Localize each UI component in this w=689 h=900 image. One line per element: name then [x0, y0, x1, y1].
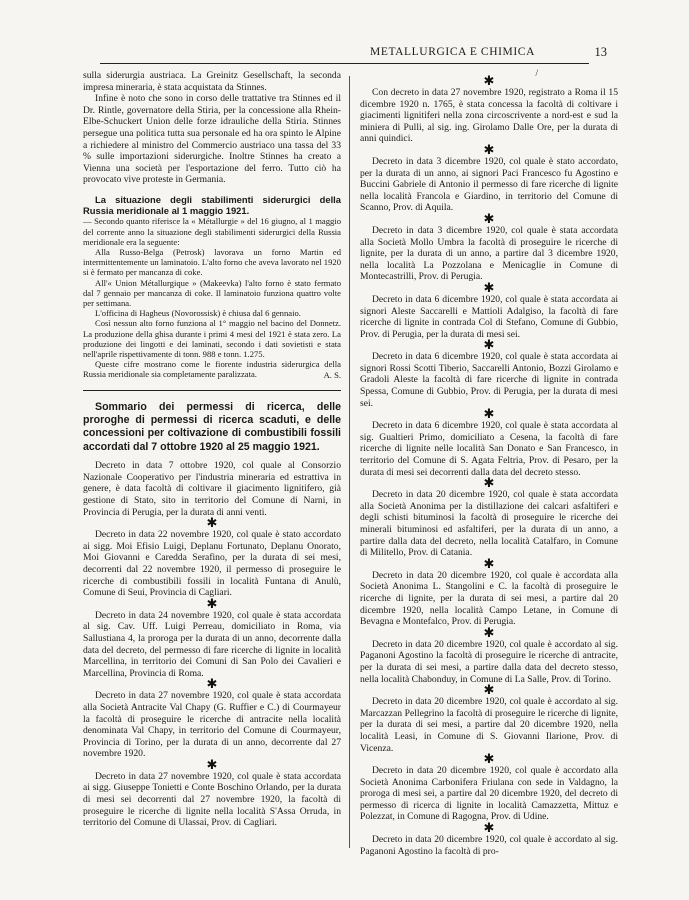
asterism-icon: ✱	[483, 338, 495, 354]
intro-paragraph-2: Infine è noto che sono in corso delle trattative tra Stinnes ed il Dr. Rintle, governatore della Stiria, per la concessione alla Rhein-Elbe-Schuckert Union delle forze idrauliche della Stiria. Stinnes persegue una politica tutta sua personale ed ha ora spinto le Alpine a richiedere al ministro del Commercio austriaco una tassa del 33 % sulle importazioni siderurgiche. Inoltre Stinnes ha creato a Vienna una società per l'esportazione del ferro. Tutto ciò ha provocato vive proteste in Germania.	[83, 93, 341, 186]
left-column	[83, 70, 341, 850]
russia-paragraph-4: L'officina di Hagheus (Novorossisk) è chiusa dal 6 gennaio.	[95, 308, 301, 319]
decree-entry: Decreto in data 27 novembre 1920, col quale è stata accordata alla Società Antracite Val Chapy (G. Ruffier e C.) di Courmayeur la facoltà di proseguire le ricerche di antracite nella località denominata Val Chapy, in territorio del Comune di Courmayeur, Provincia di Torino, per la durata di un anno, decorrente dal 27 novembre 1920.	[83, 690, 341, 760]
asterism-icon: ✱	[483, 74, 495, 89]
asterism-icon: ✱	[483, 683, 495, 699]
intro-paragraph-1: sulla siderurgia austriaca. La Greinitz Gesellschaft, la seconda impresa mineraria, è stata acquistata da Stinnes.	[83, 70, 341, 93]
asterism-icon: ✱	[483, 821, 495, 837]
decree-entry: Decreto in data 6 dicembre 1920, col quale è stata accordata ai signori Rossi Scotti Tiberio, Saccarelli Antonio, Bozzi Girolamo e Gradoli Aleste la facoltà di fare ricerche di lignite in contrada Spessa, Comune di Gubbio, Prov. di Perugia, per la durata di mesi sei.	[360, 351, 618, 409]
page-number: 13	[594, 45, 607, 59]
column-divider	[349, 76, 350, 848]
decree-entry: Decreto in data 20 dicembre 1920, col quale è accordato al sig. Marcazzan Pellegrino la facoltà di proseguire le ricerche di lignite, per la durata di sei mesi, a partire dal 20 dicembre 1920, nella località Leasi, in Comune di S. Giovanni Ilarione, Prov. di Vicenza.	[360, 696, 618, 754]
russia-paragraph-2: Alla Russo-Belga (Petrosk) lavorava un forno Martin ed intermittentemente un laminatoio. L'alto forno che aveva lavorato nel 1920 si è fermato per mancanza di coke.	[83, 246, 341, 278]
asterism-icon: ✱	[483, 211, 495, 227]
russia-paragraph-5: Così nessun alto forno funziona al 1° maggio nel bacino del Donnetz. La produzione della ghisa durante i primi 4 mesi del 1921 è stata zero. La produzione dei lingotti e dei laminati, secondo i dati sovietisti e stata nell'aprile rispettivamente di tonn. 988 e tonn. 1.275.	[83, 318, 341, 359]
decree-entry: Decreto in data 20 dicembre 1920, col quale è accordato al sig. Paganoni Agostino la facoltà di pro-	[360, 834, 618, 857]
section-rule	[83, 390, 341, 391]
decree-entry: Decreto in data 6 dicembre 1920, col quale è stata accordata al sig. Gualtieri Primo, domiciliato a Cesena, la facoltà di fare ricerche di lignite nelle località San Donato e San Francesco, in territorio del Comune di S. Agata Feltria, Prov. di Pesaro, per la durata di mesi sei decorrenti dalla data del decreto stesso.	[360, 420, 618, 478]
right-column	[360, 68, 618, 857]
decree-entry: Decreto in data 24 novembre 1920, col quale è stata accordata al sig. Cav. Uff. Luigi Perreau, domiciliato in Roma, via Sallustiana 4, la proroga per la durata di un anno, decorrente dalla data del decreto, del permesso di fare ricerche di lignite in località Marcellina, in territorio dei Comuni di San Polo dei Cavalieri e Marcellina, Provincia di Roma.	[83, 609, 341, 679]
decree-entry: Decreto in data 20 dicembre 1920, col quale è stata accordata alla Società Anonima per la distillazione dei calcari asfaltiferi e degli schisti bituminosi la facoltà di proseguire le ricerche dei minerali bituminosi ed asfaltiferi, per la durata di un anno, a partire dalla data del decreto, nella località Catalfaro, in Comune di Militello, Prov. di Catania.	[360, 489, 618, 559]
decree-entry: Decreto in data 20 dicembre 1920, col quale è accordata alla Società Anonima L. Stangolini e C. la facoltà di proseguire le ricerche di lignite, per la durata di sei mesi, a partire dal 20 dicembre 1920, nella località Campo Letane, in Comune di Bevagna e Montefalco, Prov. di Perugia.	[360, 569, 618, 628]
asterism-icon: ✱	[483, 280, 495, 296]
asterism-icon: ✱	[206, 596, 218, 612]
russia-paragraph-3: All'« Union Métallurgique » (Makeevka) l'alto forno è stato fermato dal 7 gennaio per mancanza di coke. Il laminatoio funziona quattro volte per settimana.	[83, 277, 341, 308]
russia-paragraph-1: — Secondo quanto riferisce la « Métallurgie » del 16 giugno, al 1 maggio del corrente anno la situazione degli stabilimenti siderurgici della Russia meridionale era la seguente:	[83, 216, 341, 247]
decree-entry: Decreto in data 20 dicembre 1920, col quale è accordato alla Società Anonima Carbonifera Friulana con sede in Valdagno, la proroga di mesi sei, a partire dal 20 dicembre 1920, del decreto di permesso di ricerca di lignite in località Camazzetta, Mittuz e Polezzat, in Comune di Ragogna, Prov. di Udine.	[360, 765, 618, 823]
decree-entry: Decreto in data 27 novembre 1920, col quale è stata accordata ai sigg. Giuseppe Tonietti e Conte Boschino Orlando, per la durata di mesi sei decorrenti dal 27 novembre 1920, la facoltà di proseguire le ricerche di lignite nella località S'Assa Orruda, in territorio del Comune di Ulassai, Prov. di Cagliari.	[83, 770, 341, 829]
decree-entry: Decreto in data 7 ottobre 1920, col quale al Consorzio Nazionale Cooperativo per l'industria mineraria ed estrattiva in genere, è data facoltà di coltivare il giacimento lignitifero, già gestione di Stato, sito in territorio del Comune di Narni, in Provincia di Perugia, per la durata di anni venti.	[83, 460, 341, 518]
russia-heading: La situazione degli stabilimenti siderurgici della Russia meridionale al 1 maggio 1921.	[83, 193, 341, 217]
asterism-icon: ✱	[483, 142, 495, 158]
russia-paragraph-6: Queste cifre mostrano come le fiorente industria siderurgica della Russia meridionale sia completamente paralizzata.	[83, 359, 341, 380]
decree-entry: Con decreto in data 27 novembre 1920, registrato a Roma il 15 dicembre 1920 n. 1765, è stata concessa la facoltà di coltivare i giacimenti lignitiferi nella zona circoscrivente a nord-est e sud la miniera di Pulli, al sig. ing. Girolamo Dalle Ore, per la durata di anni quindici.	[360, 87, 618, 145]
header-title: METALLURGICA E CHIMICA	[370, 46, 535, 58]
asterism-icon: ✱	[483, 556, 495, 572]
asterism-icon: ✱	[483, 752, 495, 768]
decree-entry: Decreto in data 3 dicembre 1920, col quale è stato accordato, per la durata di un anno, ai signori Paci Francesco fu Agostino e Buccini Gabriele di Antonio il permesso di fare ricerche di lignite nella località Francola e Giardino, in territorio del Comune di Scanno, Prov. di Aquila.	[360, 155, 618, 214]
decree-entry: Decreto in data 22 novembre 1920, col quale è stato accordato ai sigg. Moi Efisio Luigi, Deplanu Fortunato, Deplanu Onorato, Moi Giovanni e Caredda Serafino, per la durata di sei mesi, decorrenti dal 22 novembre 1920, il permesso di proseguire le ricerche di combustibili fossili in località Funtana di Anulù, Comune di Seui, Provincia di Cagliari.	[83, 529, 341, 599]
running-header	[100, 44, 607, 64]
asterism-icon: ✱	[483, 625, 495, 641]
section-title: Sommario dei permessi di ricerca, delle proroghe di permessi di ricerca scaduti, e delle concessioni per coltivazione di combustibili fossili accordati dal 7 ottobre 1920 al 25 maggio 1921.	[83, 400, 341, 453]
asterism-icon: ✱	[483, 476, 495, 492]
asterism-icon: ✱	[206, 677, 218, 693]
decree-entry: Decreto in data 3 dicembre 1920, col quale è stata accordata alla Società Mollo Umbra la facoltà di proseguire le ricerche di lignite, per la durata di un anno, a partire dal 3 dicembre 1920, nella località La Pozzolana e Menicaglie in Comune di Montecastrilli, Prov. di Perugia.	[360, 224, 618, 283]
asterism-icon: ✱	[206, 516, 218, 532]
article-signature: A. S.	[323, 369, 341, 380]
decree-entry: Decreto in data 20 dicembre 1920, col quale è accordato al sig. Paganoni Agostino la facoltà di proseguire le ricerche di antracite, per la durata di sei mesi, a partire dalla data del decreto stesso, nella località Chabonduy, in Comune di La Salle, Prov. di Torino.	[360, 638, 618, 685]
decree-entry: Decreto in data 6 dicembre 1920, col quale è stata accordata ai signori Aleste Saccarelli e Mattioli Adalgiso, la facoltà di fare ricerche di lignite in contrada Col di Stefano, Comune di Gubbio, Prov. di Perugia, per la durata di mesi sei.	[360, 293, 618, 340]
asterism-icon: ✱	[206, 757, 218, 773]
asterism-icon: ✱	[483, 407, 495, 423]
russia-closing	[83, 359, 341, 379]
top-mark: /	[535, 68, 538, 78]
